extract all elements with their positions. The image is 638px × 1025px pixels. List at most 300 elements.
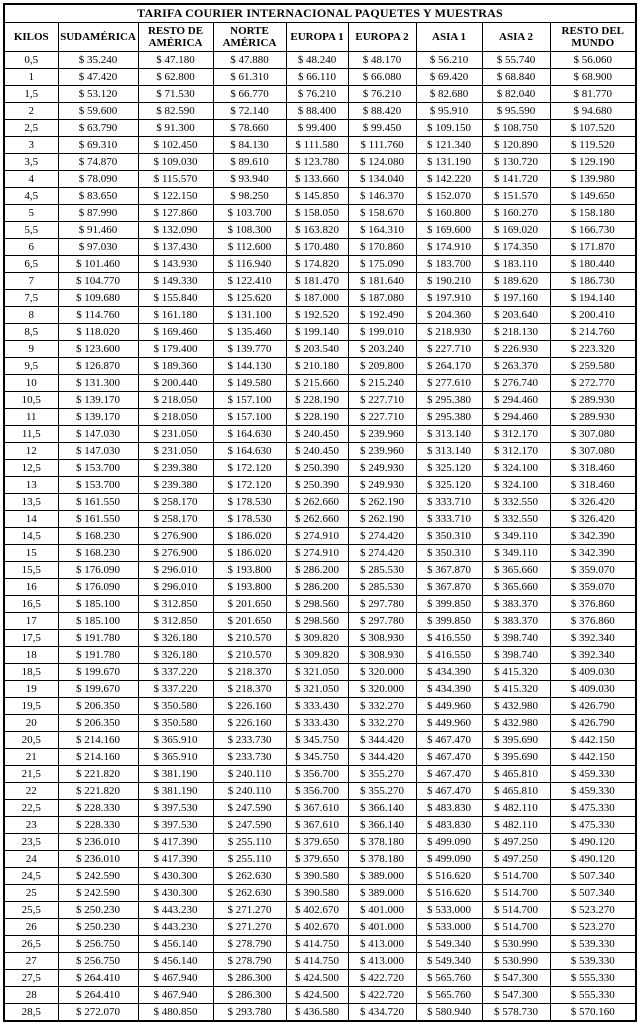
rate-cell: $ 390.580 (286, 885, 348, 902)
rate-cell: $ 120.890 (482, 137, 550, 154)
rate-cell: $ 365.660 (482, 562, 550, 579)
rate-cell: $ 332.270 (348, 715, 416, 732)
rate-cell: $ 250.230 (58, 902, 138, 919)
kilos-cell: 11,5 (4, 426, 58, 443)
rate-cell: $ 174.910 (416, 239, 482, 256)
table-row (4, 375, 636, 392)
rate-cell: $ 321.050 (286, 681, 348, 698)
rate-cell: $ 356.700 (286, 766, 348, 783)
rate-cell: $ 250.230 (58, 919, 138, 936)
rate-cell: $ 160.800 (416, 205, 482, 222)
rate-cell: $ 122.150 (138, 188, 213, 205)
rate-cell: $ 228.190 (286, 409, 348, 426)
rate-cell: $ 218.050 (138, 392, 213, 409)
rate-cell: $ 482.110 (482, 817, 550, 834)
rate-cell: $ 124.080 (348, 154, 416, 171)
rate-cell: $ 350.580 (138, 715, 213, 732)
rate-cell: $ 109.680 (58, 290, 138, 307)
rate-cell: $ 345.750 (286, 732, 348, 749)
rate-cell: $ 298.560 (286, 613, 348, 630)
rate-cell: $ 262.660 (286, 494, 348, 511)
rate-cell: $ 69.310 (58, 137, 138, 154)
rate-cell: $ 256.750 (58, 936, 138, 953)
rate-cell: $ 264.410 (58, 970, 138, 987)
rate-cell: $ 164.630 (213, 426, 286, 443)
rate-cell: $ 399.850 (416, 613, 482, 630)
rate-cell: $ 312.850 (138, 596, 213, 613)
rate-cell: $ 199.140 (286, 324, 348, 341)
rate-cell: $ 547.300 (482, 970, 550, 987)
rate-cell: $ 103.700 (213, 205, 286, 222)
rate-cell: $ 210.180 (286, 358, 348, 375)
rate-cell: $ 218.370 (213, 681, 286, 698)
kilos-cell: 25 (4, 885, 58, 902)
rate-cell: $ 326.180 (138, 647, 213, 664)
rate-cell: $ 74.870 (58, 154, 138, 171)
rate-cell: $ 285.530 (348, 562, 416, 579)
rate-cell: $ 467.470 (416, 749, 482, 766)
table-row (4, 443, 636, 460)
rate-cell: $ 119.520 (550, 137, 636, 154)
rate-cell: $ 434.390 (416, 681, 482, 698)
rate-cell: $ 264.410 (58, 987, 138, 1004)
rate-cell: $ 286.300 (213, 970, 286, 987)
rate-cell: $ 82.590 (138, 103, 213, 120)
rate-cell: $ 456.140 (138, 936, 213, 953)
rate-cell: $ 186.730 (550, 273, 636, 290)
tariff-table (3, 3, 637, 1022)
table-row (4, 698, 636, 715)
rate-cell: $ 530.990 (482, 936, 550, 953)
rate-cell: $ 175.090 (348, 256, 416, 273)
rate-cell: $ 366.140 (348, 800, 416, 817)
table-row (4, 222, 636, 239)
rate-cell: $ 48.240 (286, 52, 348, 69)
rate-cell: $ 514.700 (482, 868, 550, 885)
rate-cell: $ 499.090 (416, 834, 482, 851)
table-row (4, 426, 636, 443)
rate-cell: $ 449.960 (416, 715, 482, 732)
rate-cell: $ 135.460 (213, 324, 286, 341)
rate-cell: $ 332.550 (482, 494, 550, 511)
rate-cell: $ 88.400 (286, 103, 348, 120)
rate-cell: $ 158.180 (550, 205, 636, 222)
table-row (4, 171, 636, 188)
rate-cell: $ 432.980 (482, 698, 550, 715)
kilos-cell: 13,5 (4, 494, 58, 511)
table-row (4, 239, 636, 256)
rate-cell: $ 169.600 (416, 222, 482, 239)
rate-cell: $ 55.740 (482, 52, 550, 69)
rate-cell: $ 221.820 (58, 766, 138, 783)
rate-cell: $ 490.120 (550, 834, 636, 851)
rate-cell: $ 344.420 (348, 749, 416, 766)
rate-cell: $ 259.580 (550, 358, 636, 375)
rate-cell: $ 430.300 (138, 868, 213, 885)
rate-cell: $ 516.620 (416, 868, 482, 885)
rate-cell: $ 378.180 (348, 851, 416, 868)
rate-cell: $ 181.640 (348, 273, 416, 290)
rate-cell: $ 81.770 (550, 86, 636, 103)
rate-cell: $ 76.210 (286, 86, 348, 103)
rate-cell: $ 262.630 (213, 868, 286, 885)
rate-cell: $ 129.190 (550, 154, 636, 171)
rate-cell: $ 108.750 (482, 120, 550, 137)
rate-cell: $ 414.750 (286, 936, 348, 953)
rate-cell: $ 158.670 (348, 205, 416, 222)
rate-cell: $ 416.550 (416, 630, 482, 647)
rate-cell: $ 228.190 (286, 392, 348, 409)
kilos-cell: 7 (4, 273, 58, 290)
kilos-cell: 16,5 (4, 596, 58, 613)
kilos-cell: 28,5 (4, 1004, 58, 1022)
rate-cell: $ 333.430 (286, 715, 348, 732)
rate-cell: $ 180.440 (550, 256, 636, 273)
rate-cell: $ 465.810 (482, 783, 550, 800)
kilos-cell: 25,5 (4, 902, 58, 919)
table-row (4, 341, 636, 358)
rate-cell: $ 482.110 (482, 800, 550, 817)
rate-cell: $ 204.360 (416, 307, 482, 324)
rate-cell: $ 158.050 (286, 205, 348, 222)
rate-cell: $ 94.680 (550, 103, 636, 120)
rate-cell: $ 189.620 (482, 273, 550, 290)
rate-cell: $ 174.820 (286, 256, 348, 273)
column-header-asia-1: ASIA 1 (416, 23, 482, 52)
rate-cell: $ 185.100 (58, 596, 138, 613)
rate-cell: $ 223.320 (550, 341, 636, 358)
rate-cell: $ 164.630 (213, 443, 286, 460)
title-row (4, 4, 636, 23)
rate-cell: $ 240.110 (213, 783, 286, 800)
rate-cell: $ 239.960 (348, 443, 416, 460)
rate-cell: $ 170.480 (286, 239, 348, 256)
rate-cell: $ 239.380 (138, 477, 213, 494)
kilos-cell: 12 (4, 443, 58, 460)
rate-cell: $ 193.800 (213, 579, 286, 596)
rate-cell: $ 76.210 (348, 86, 416, 103)
rate-cell: $ 131.190 (416, 154, 482, 171)
rate-cell: $ 424.500 (286, 970, 348, 987)
rate-cell: $ 97.030 (58, 239, 138, 256)
table-row (4, 290, 636, 307)
rate-cell: $ 580.940 (416, 1004, 482, 1022)
rate-cell: $ 215.660 (286, 375, 348, 392)
rate-cell: $ 66.770 (213, 86, 286, 103)
rate-cell: $ 242.590 (58, 885, 138, 902)
rate-cell: $ 199.670 (58, 681, 138, 698)
rate-cell: $ 172.120 (213, 460, 286, 477)
rate-cell: $ 344.420 (348, 732, 416, 749)
rate-cell: $ 210.570 (213, 647, 286, 664)
rate-cell: $ 565.760 (416, 970, 482, 987)
kilos-cell: 2 (4, 103, 58, 120)
rate-cell: $ 313.140 (416, 443, 482, 460)
table-row (4, 494, 636, 511)
rate-cell: $ 434.720 (348, 1004, 416, 1022)
rate-cell: $ 432.980 (482, 715, 550, 732)
table-row (4, 324, 636, 341)
rate-cell: $ 413.000 (348, 936, 416, 953)
rate-cell: $ 197.160 (482, 290, 550, 307)
rate-cell: $ 365.910 (138, 749, 213, 766)
rate-cell: $ 255.110 (213, 834, 286, 851)
rate-cell: $ 186.020 (213, 545, 286, 562)
rate-cell: $ 231.050 (138, 443, 213, 460)
rate-cell: $ 203.640 (482, 307, 550, 324)
rate-cell: $ 381.190 (138, 783, 213, 800)
rate-cell: $ 530.990 (482, 953, 550, 970)
rate-cell: $ 239.960 (348, 426, 416, 443)
page-title: TARIFA COURIER INTERNACIONAL PAQUETES Y MUESTRAS (4, 4, 636, 23)
table-row (4, 511, 636, 528)
table-row (4, 120, 636, 137)
kilos-cell: 3 (4, 137, 58, 154)
rate-cell: $ 228.330 (58, 800, 138, 817)
table-row (4, 630, 636, 647)
rate-cell: $ 392.340 (550, 630, 636, 647)
rate-cell: $ 209.800 (348, 358, 416, 375)
kilos-cell: 3,5 (4, 154, 58, 171)
rate-cell: $ 71.530 (138, 86, 213, 103)
table-row (4, 188, 636, 205)
rate-cell: $ 272.770 (550, 375, 636, 392)
rate-cell: $ 350.580 (138, 698, 213, 715)
rate-cell: $ 146.370 (348, 188, 416, 205)
rate-cell: $ 350.310 (416, 545, 482, 562)
table-row (4, 409, 636, 426)
table-row (4, 936, 636, 953)
rate-cell: $ 324.100 (482, 460, 550, 477)
rate-cell: $ 298.560 (286, 596, 348, 613)
column-header-row (4, 23, 636, 52)
rate-cell: $ 297.780 (348, 613, 416, 630)
rate-cell: $ 308.930 (348, 630, 416, 647)
rate-cell: $ 262.190 (348, 494, 416, 511)
rate-cell: $ 277.610 (416, 375, 482, 392)
rate-cell: $ 160.270 (482, 205, 550, 222)
rate-cell: $ 416.550 (416, 647, 482, 664)
rate-cell: $ 127.860 (138, 205, 213, 222)
rate-cell: $ 294.460 (482, 392, 550, 409)
column-header-resto-del-mundo: RESTO DEL MUNDO (550, 23, 636, 52)
rate-cell: $ 307.080 (550, 426, 636, 443)
kilos-cell: 17 (4, 613, 58, 630)
rate-cell: $ 191.780 (58, 630, 138, 647)
rate-cell: $ 157.100 (213, 409, 286, 426)
rate-cell: $ 367.610 (286, 817, 348, 834)
rate-cell: $ 278.790 (213, 936, 286, 953)
table-row (4, 647, 636, 664)
rate-cell: $ 409.030 (550, 664, 636, 681)
kilos-cell: 6,5 (4, 256, 58, 273)
rate-cell: $ 533.000 (416, 902, 482, 919)
table-row (4, 1004, 636, 1022)
rate-cell: $ 442.150 (550, 749, 636, 766)
rate-cell: $ 258.170 (138, 494, 213, 511)
rate-cell: $ 206.350 (58, 715, 138, 732)
rate-cell: $ 333.710 (416, 494, 482, 511)
rate-cell: $ 131.300 (58, 375, 138, 392)
rate-cell: $ 161.550 (58, 494, 138, 511)
rate-cell: $ 59.600 (58, 103, 138, 120)
rate-cell: $ 78.090 (58, 171, 138, 188)
rate-cell: $ 497.250 (482, 851, 550, 868)
table-row (4, 307, 636, 324)
rate-cell: $ 47.180 (138, 52, 213, 69)
rate-cell: $ 376.860 (550, 596, 636, 613)
rate-cell: $ 139.980 (550, 171, 636, 188)
rate-cell: $ 459.330 (550, 766, 636, 783)
rate-cell: $ 359.070 (550, 579, 636, 596)
table-row (4, 86, 636, 103)
rate-cell: $ 226.160 (213, 698, 286, 715)
table-row (4, 477, 636, 494)
table-row (4, 273, 636, 290)
rate-cell: $ 367.610 (286, 800, 348, 817)
rate-cell: $ 47.420 (58, 69, 138, 86)
rate-cell: $ 289.930 (550, 392, 636, 409)
rate-cell: $ 397.530 (138, 800, 213, 817)
rate-cell: $ 398.740 (482, 647, 550, 664)
rate-cell: $ 169.020 (482, 222, 550, 239)
rate-cell: $ 342.390 (550, 545, 636, 562)
rate-cell: $ 349.110 (482, 545, 550, 562)
rate-cell: $ 242.590 (58, 868, 138, 885)
rate-cell: $ 337.220 (138, 681, 213, 698)
rate-cell: $ 149.330 (138, 273, 213, 290)
rate-cell: $ 185.100 (58, 613, 138, 630)
rate-cell: $ 395.690 (482, 749, 550, 766)
rate-cell: $ 356.700 (286, 783, 348, 800)
rate-cell: $ 89.610 (213, 154, 286, 171)
kilos-cell: 1 (4, 69, 58, 86)
rate-cell: $ 210.570 (213, 630, 286, 647)
rate-cell: $ 132.090 (138, 222, 213, 239)
rate-cell: $ 286.200 (286, 579, 348, 596)
rate-cell: $ 449.960 (416, 698, 482, 715)
rate-cell: $ 271.270 (213, 919, 286, 936)
rate-cell: $ 178.530 (213, 494, 286, 511)
rate-cell: $ 274.910 (286, 528, 348, 545)
rate-cell: $ 78.660 (213, 120, 286, 137)
rate-cell: $ 459.330 (550, 783, 636, 800)
rate-cell: $ 227.710 (416, 341, 482, 358)
table-row (4, 851, 636, 868)
rate-cell: $ 383.370 (482, 613, 550, 630)
kilos-cell: 15 (4, 545, 58, 562)
rate-cell: $ 413.000 (348, 953, 416, 970)
table-row (4, 358, 636, 375)
kilos-cell: 17,5 (4, 630, 58, 647)
rate-cell: $ 61.310 (213, 69, 286, 86)
rate-cell: $ 236.010 (58, 851, 138, 868)
rate-cell: $ 240.450 (286, 443, 348, 460)
rate-cell: $ 99.400 (286, 120, 348, 137)
rate-cell: $ 342.390 (550, 528, 636, 545)
rate-cell: $ 111.580 (286, 137, 348, 154)
kilos-cell: 22,5 (4, 800, 58, 817)
rate-cell: $ 116.940 (213, 256, 286, 273)
rate-cell: $ 62.800 (138, 69, 213, 86)
kilos-cell: 24,5 (4, 868, 58, 885)
rate-cell: $ 172.120 (213, 477, 286, 494)
kilos-cell: 5 (4, 205, 58, 222)
rate-cell: $ 227.710 (348, 392, 416, 409)
kilos-cell: 6 (4, 239, 58, 256)
rate-cell: $ 98.250 (213, 188, 286, 205)
rate-cell: $ 398.740 (482, 630, 550, 647)
table-row (4, 715, 636, 732)
rate-cell: $ 183.700 (416, 256, 482, 273)
rate-cell: $ 415.320 (482, 681, 550, 698)
rate-cell: $ 206.350 (58, 698, 138, 715)
rate-cell: $ 295.380 (416, 409, 482, 426)
rate-cell: $ 409.030 (550, 681, 636, 698)
rate-cell: $ 467.470 (416, 783, 482, 800)
rate-cell: $ 190.210 (416, 273, 482, 290)
rate-cell: $ 295.380 (416, 392, 482, 409)
rate-cell: $ 313.140 (416, 426, 482, 443)
rate-cell: $ 215.240 (348, 375, 416, 392)
rate-cell: $ 333.710 (416, 511, 482, 528)
rate-cell: $ 350.310 (416, 528, 482, 545)
rate-cell: $ 139.770 (213, 341, 286, 358)
rate-cell: $ 47.880 (213, 52, 286, 69)
table-row (4, 52, 636, 69)
kilos-cell: 14 (4, 511, 58, 528)
rate-cell: $ 192.490 (348, 307, 416, 324)
table-row (4, 69, 636, 86)
rate-cell: $ 99.450 (348, 120, 416, 137)
rate-cell: $ 397.530 (138, 817, 213, 834)
kilos-cell: 24 (4, 851, 58, 868)
rate-cell: $ 233.730 (213, 732, 286, 749)
rate-cell: $ 203.240 (348, 341, 416, 358)
rate-cell: $ 263.370 (482, 358, 550, 375)
rate-cell: $ 533.000 (416, 919, 482, 936)
rate-cell: $ 389.000 (348, 885, 416, 902)
rate-cell: $ 48.170 (348, 52, 416, 69)
rate-cell: $ 144.130 (213, 358, 286, 375)
rate-cell: $ 480.850 (138, 1004, 213, 1022)
rate-cell: $ 139.170 (58, 409, 138, 426)
rate-cell: $ 250.390 (286, 477, 348, 494)
rate-cell: $ 123.780 (286, 154, 348, 171)
kilos-cell: 23,5 (4, 834, 58, 851)
rate-cell: $ 262.190 (348, 511, 416, 528)
table-row (4, 205, 636, 222)
rate-cell: $ 325.120 (416, 460, 482, 477)
rate-cell: $ 549.340 (416, 936, 482, 953)
rate-cell: $ 130.720 (482, 154, 550, 171)
rate-cell: $ 434.390 (416, 664, 482, 681)
rate-cell: $ 359.070 (550, 562, 636, 579)
rate-cell: $ 166.730 (550, 222, 636, 239)
kilos-cell: 27 (4, 953, 58, 970)
rate-cell: $ 56.210 (416, 52, 482, 69)
rate-cell: $ 145.850 (286, 188, 348, 205)
rate-cell: $ 123.600 (58, 341, 138, 358)
rate-cell: $ 147.030 (58, 443, 138, 460)
rate-cell: $ 326.420 (550, 494, 636, 511)
rate-cell: $ 312.170 (482, 426, 550, 443)
rate-cell: $ 186.020 (213, 528, 286, 545)
rate-cell: $ 549.340 (416, 953, 482, 970)
rate-cell: $ 218.130 (482, 324, 550, 341)
rate-cell: $ 570.160 (550, 1004, 636, 1022)
rate-cell: $ 141.720 (482, 171, 550, 188)
